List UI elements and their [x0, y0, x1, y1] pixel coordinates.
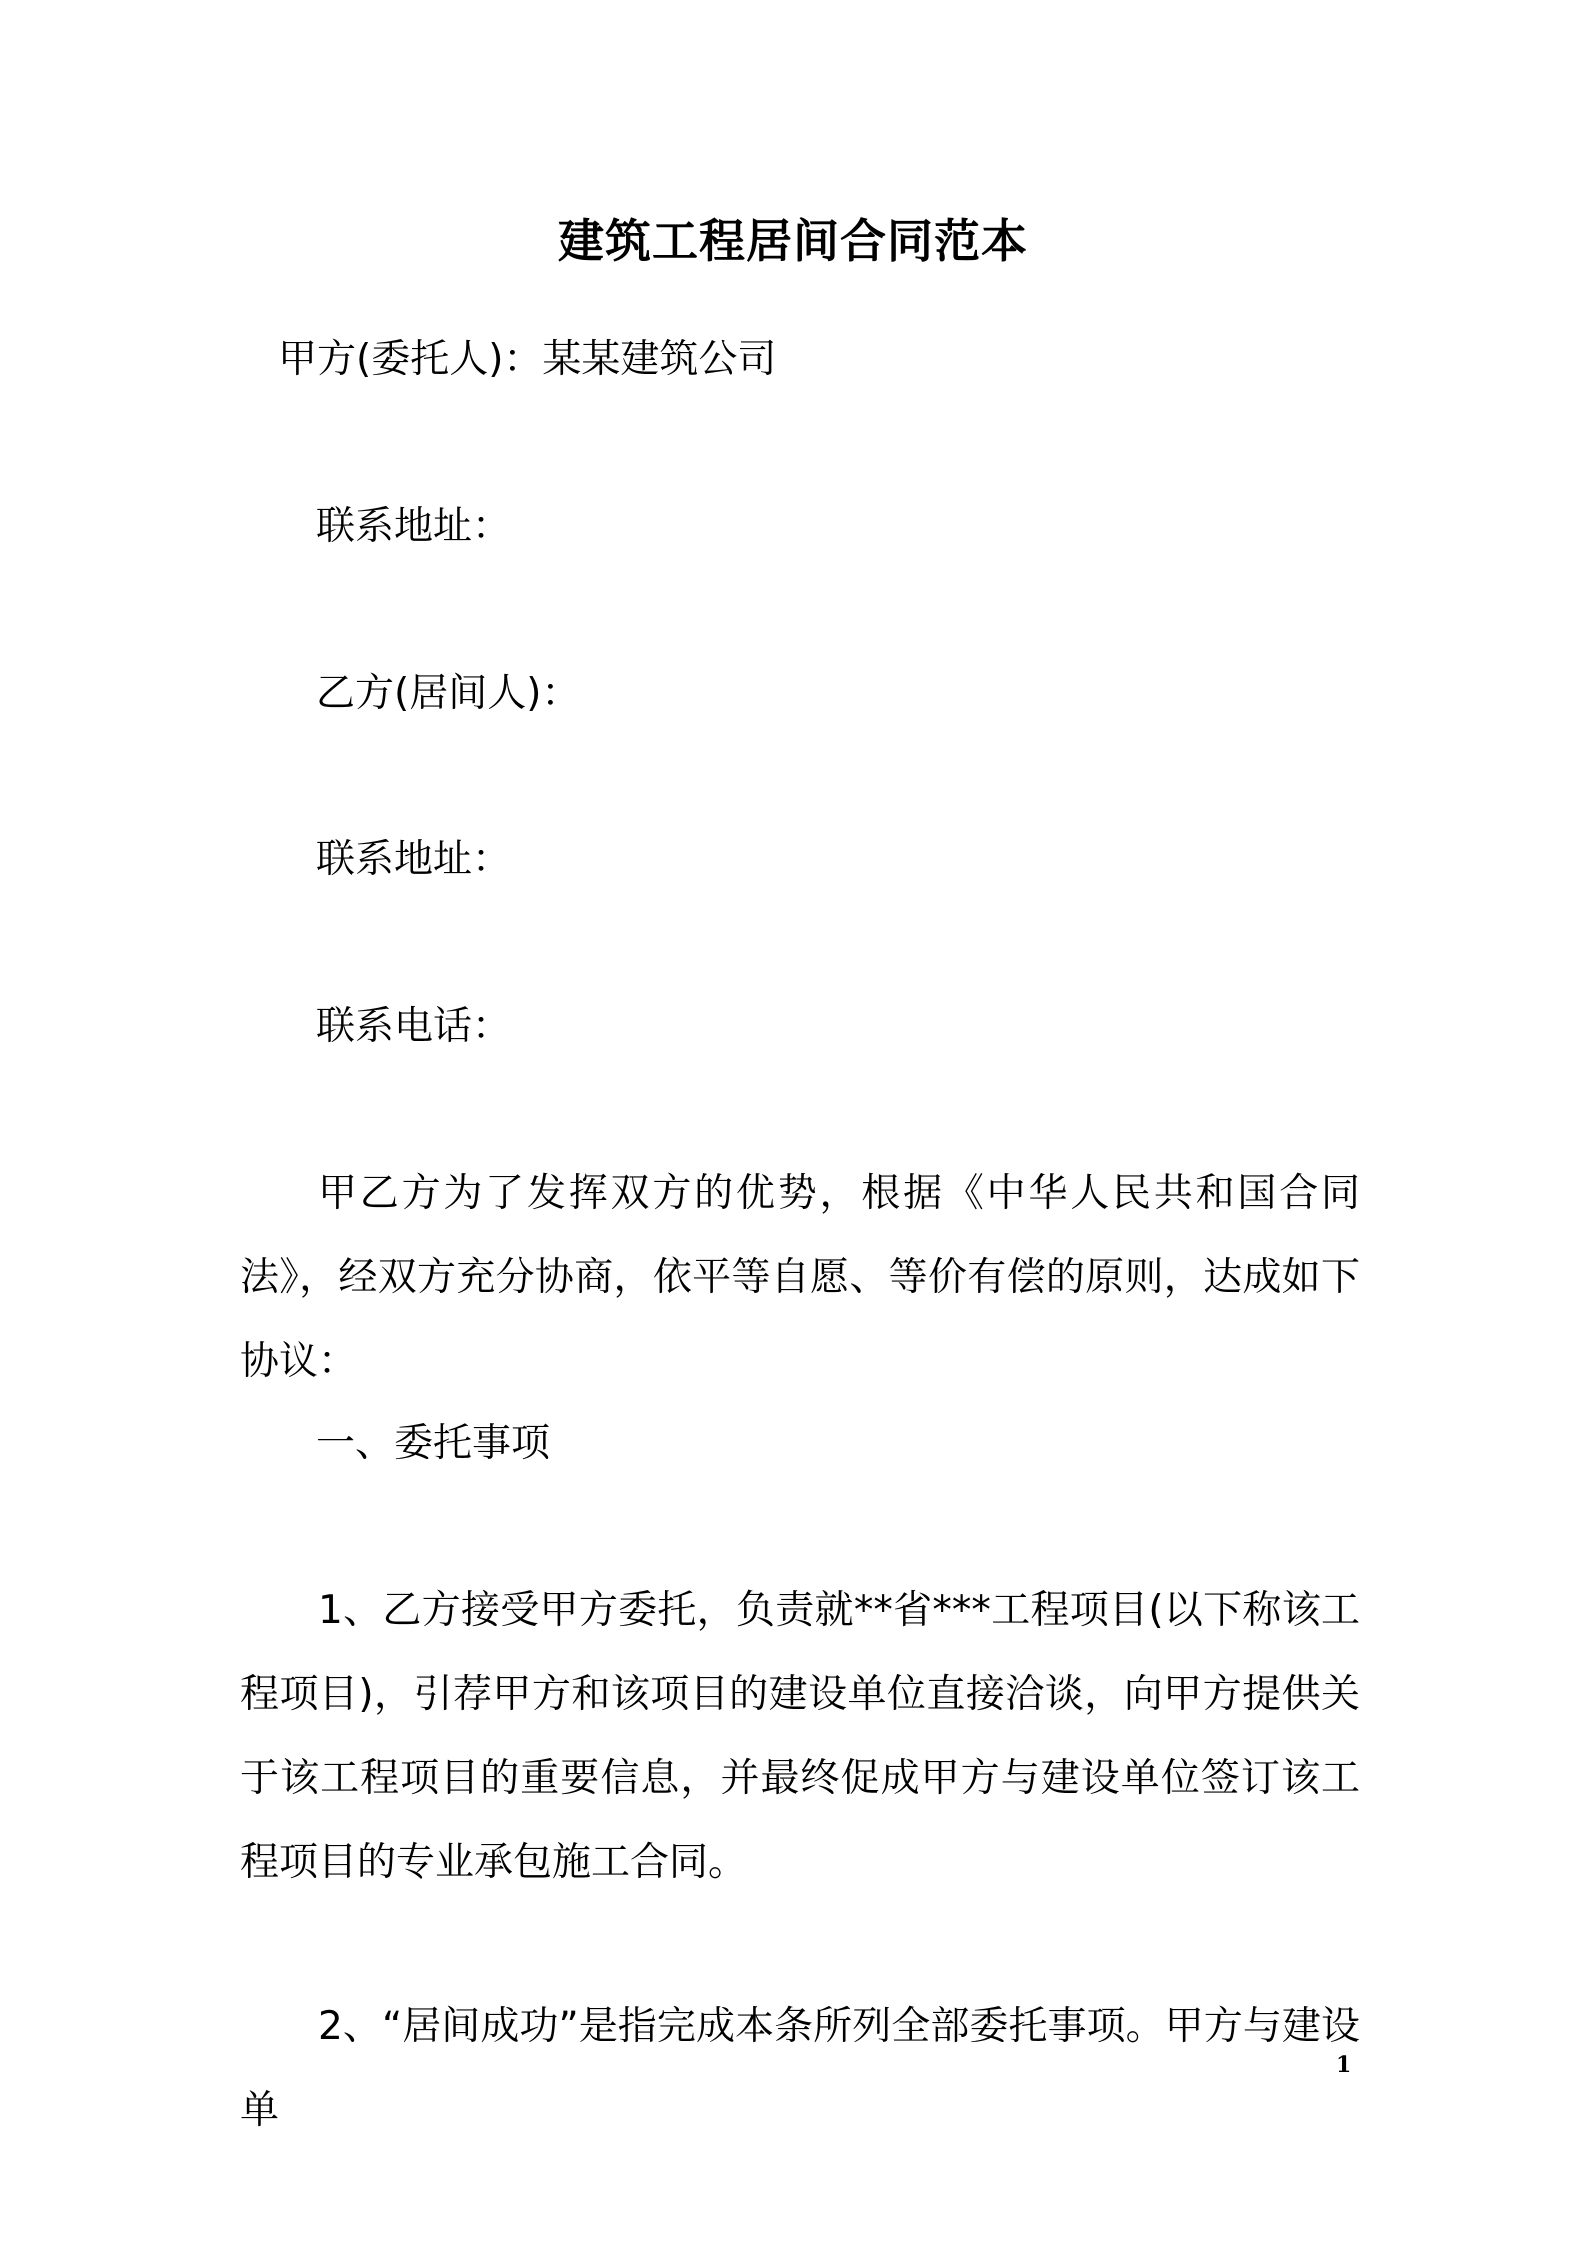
page-number: 1	[1336, 2052, 1352, 2078]
party-b-address-line: 联系地址：	[316, 837, 512, 882]
clause-1-1-paragraph: 1、乙方接受甲方委托，负责就**省***工程项目(以下称该工程项目)，引荐甲方和该项目的建设单位直接洽谈，向甲方提供关于该工程项目的重要信息，并最终促成甲方与建设单位签订该工程项目的专业承包施工合同。	[240, 1588, 1360, 1885]
party-a-address-line: 联系地址：	[316, 504, 512, 549]
document-title: 建筑工程居间合同范本	[558, 214, 1028, 268]
party-b-phone-line: 联系电话：	[316, 1004, 512, 1049]
section-1-heading: 一、委托事项	[316, 1421, 551, 1466]
party-a-line: 甲方(委托人)：某某建筑公司	[278, 337, 777, 382]
party-b-line: 乙方(居间人)：	[316, 671, 581, 716]
clause-1-2-paragraph: 2、“居间成功”是指完成本条所列全部委托事项。甲方与建设单	[240, 2004, 1360, 2133]
preamble-paragraph: 甲乙方为了发挥双方的优势，根据《中华人民共和国合同法》，经双方充分协商，依平等自愿、等价有偿的原则，达成如下协议：	[240, 1171, 1360, 1384]
